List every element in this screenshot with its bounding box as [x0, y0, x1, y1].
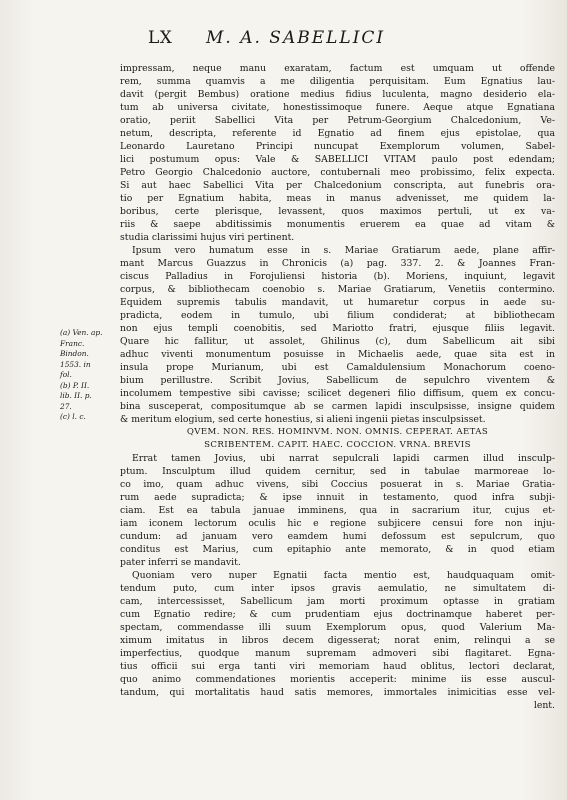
text-line: lent. [533, 700, 555, 711]
text-line: & meritum elogium, sed certe honestius, si alieni ingenii pietas insculpsisset. [120, 414, 486, 425]
text-line: bina susceperat, compositumque ab se carmen lapidi insculpsisse, insigne quidem [120, 401, 555, 412]
text-line: lici postumum opus: Vale & SABELLICI VITAM paulo post edendam; [120, 154, 555, 165]
margin-note-line: Bindon. [60, 349, 89, 358]
text-line: ptum. Insculptum illud quidem cernitur, sed in tabulae marmoreae lo- [120, 466, 555, 477]
text-line: pradicta, eodem in tumulo, ubi filium condiderat; at bibliothecam [120, 310, 555, 321]
text-line: ximum imitatus in libros decem digesserat; norat enim, relinqui a se [120, 635, 555, 646]
text-line: spectam, commendasse illi suum Exemplorum opus, quod Valerium Ma- [120, 622, 555, 633]
margin-note-line: fol. [60, 370, 72, 379]
text-line: cam, intercessisset, Sabellicum jam morti proximum optasse in gratiam [120, 596, 555, 607]
margin-note-line: Franc. [60, 338, 85, 348]
page-number: LX [148, 28, 173, 48]
text-line: riis & saepe abditissimis monumentis eruerem ea quae ad vitam & [120, 219, 555, 230]
text-line: Equidem supremis tabulis mandavit, ut humaretur corpus in aede su- [120, 297, 555, 308]
text-line: iam iconem lectorum oculis hic e regione subjicere censui fore non inju- [120, 518, 555, 529]
text-line: oratio, periit Sabellici Vita per Petrum-Georgium Chalcedonium, Ve- [120, 115, 555, 126]
text-line: studia clarissimi hujus viri pertinent. [120, 232, 295, 243]
text-line: cum Egnatio redire; & cum prudentiam ejus doctrinamque haberet per- [120, 609, 555, 620]
text-line: cundum: ad januam vero eamdem humi defossum est sepulcrum, quo [120, 531, 555, 542]
margin-note-line: (b) P. II. [60, 380, 90, 390]
text-line: Errat tamen Jovius, ubi narrat sepulcrali lapidi carmen illud insculp- [132, 453, 555, 464]
text-line: tendum puto, cum inter ipsos gravis aemulatio, ne simultatem di- [120, 583, 555, 594]
margin-note-line: 1553. in [60, 359, 91, 369]
epitaph-line: SCRIBENTEM. CAPIT. HAEC. COCCION. VRNA. BREVIS [204, 440, 471, 450]
running-title: M. A. SABELLICI [206, 28, 386, 48]
text-line: tandum, qui mortalitatis haud satis memores, immortales inimicitias esse vel- [120, 687, 555, 698]
epitaph-line: QVEM. NON. RES. HOMINVM. NON. OMNIS. CEPERAT. AETAS [186, 427, 489, 437]
text-line: Quoniam vero nuper Egnatii facta mentio est, haudquaquam omit- [132, 570, 555, 581]
text-line: co imo, quam adhuc vivens, sibi Coccius posuerat in s. Mariae Gratia- [120, 479, 555, 490]
text-line: impressam, neque manu exaratam, factum est umquam ut offende [120, 63, 555, 74]
text-line: Ipsum vero humatum esse in s. Mariae Gratiarum aede, plane affir- [132, 245, 555, 256]
margin-notes [60, 328, 120, 423]
margin-note-line: (c) l. c. [60, 412, 86, 421]
text-line: netum, descripta, referente id Egnatio ad finem ejus epistolae, qua [120, 128, 555, 139]
text-line: rum aede supradicta; & ipse innuit in testamento, quod infra subji- [120, 492, 555, 503]
text-line: tum ab universa civitate, honestissimoque funere. Aeque atque Egnatiana [120, 102, 555, 113]
text-line: Leonardo Lauretano Principi nuncupat Exemplorum volumen, Sabel- [120, 141, 555, 152]
text-line: rem, summa quamvis a me diligentia perquisitam. Eum Egnatius lau- [120, 76, 555, 87]
running-head [148, 28, 527, 56]
margin-note-line: (a) Ven. ap. [60, 328, 103, 337]
text-line: quo animo commendationes morientis acceperit: minime iis esse auscul- [120, 674, 555, 685]
text-line: pater inferri se mandavit. [120, 557, 241, 568]
text-line: Quare hic fallitur, ut assolet, Ghilinus (c), dum Sabellicum ait sibi [120, 336, 555, 347]
text-line: ciscus Palladius in Forojuliensi historia (b). Moriens, inquiunt, legavit [120, 271, 555, 282]
text-line: adhuc viventi monumentum posuisse in Michaelis aede, quae sita est in [120, 349, 555, 360]
text-line: conditus est Marius, cum epitaphio ante memorato, & in quod etiam [120, 544, 555, 555]
text-line: ciam. Est ea tabula januae imminens, qua in sacrarium itur, cujus et- [120, 505, 555, 516]
text-line: davit (pergit Bembus) oratione medius fidius luculenta, magno desiderio ela- [120, 89, 555, 100]
text-line: boribus, certe plerisque, levassent, quos maximos pertuli, ut ex va- [120, 206, 555, 217]
margin-note-line: lib. II. p. [60, 391, 92, 400]
margin-note-line: 27. [60, 401, 72, 411]
text-line: imperfectius, quodque manum supremam admoveri sibi flagitaret. Egna- [120, 648, 555, 659]
text-line: Petro Georgio Chalcedonio auctore, contubernali meo probissimo, felix expecta. [120, 167, 555, 178]
text-line: insula prope Murianum, ubi est Camaldulensium Monachorum coeno- [120, 362, 555, 373]
text-line: corpus, & bibliothecam coenobio s. Mariae Gratiarum, Venetiis contermino. [120, 284, 555, 295]
text-line: mant Marcus Guazzus in Chronicis (a) pag. 337. 2. & Joannes Fran- [120, 258, 555, 269]
text-line: tio per Egnatium habita, meas in manus advenisset, me quidem la- [120, 193, 555, 204]
text-line: Si aut haec Sabellici Vita per Chalcedonium conscripta, aut funebris ora- [120, 180, 555, 191]
text-line: non ejus templi coenobitis, sed Mariotto fratri, ejusque filiis legavit. [120, 323, 555, 334]
text-line: bium perillustre. Scribit Jovius, Sabellicum de sepulchro viventem & [120, 375, 555, 386]
text-line: incolumem tempestive sibi cavisse; scilicet degeneri filio diffisum, quem ex concu- [120, 388, 555, 399]
main-text [120, 62, 555, 712]
text-line: tius officii sui erga tanti viri memoriam haud oblitus, lectori declarat, [120, 661, 555, 672]
